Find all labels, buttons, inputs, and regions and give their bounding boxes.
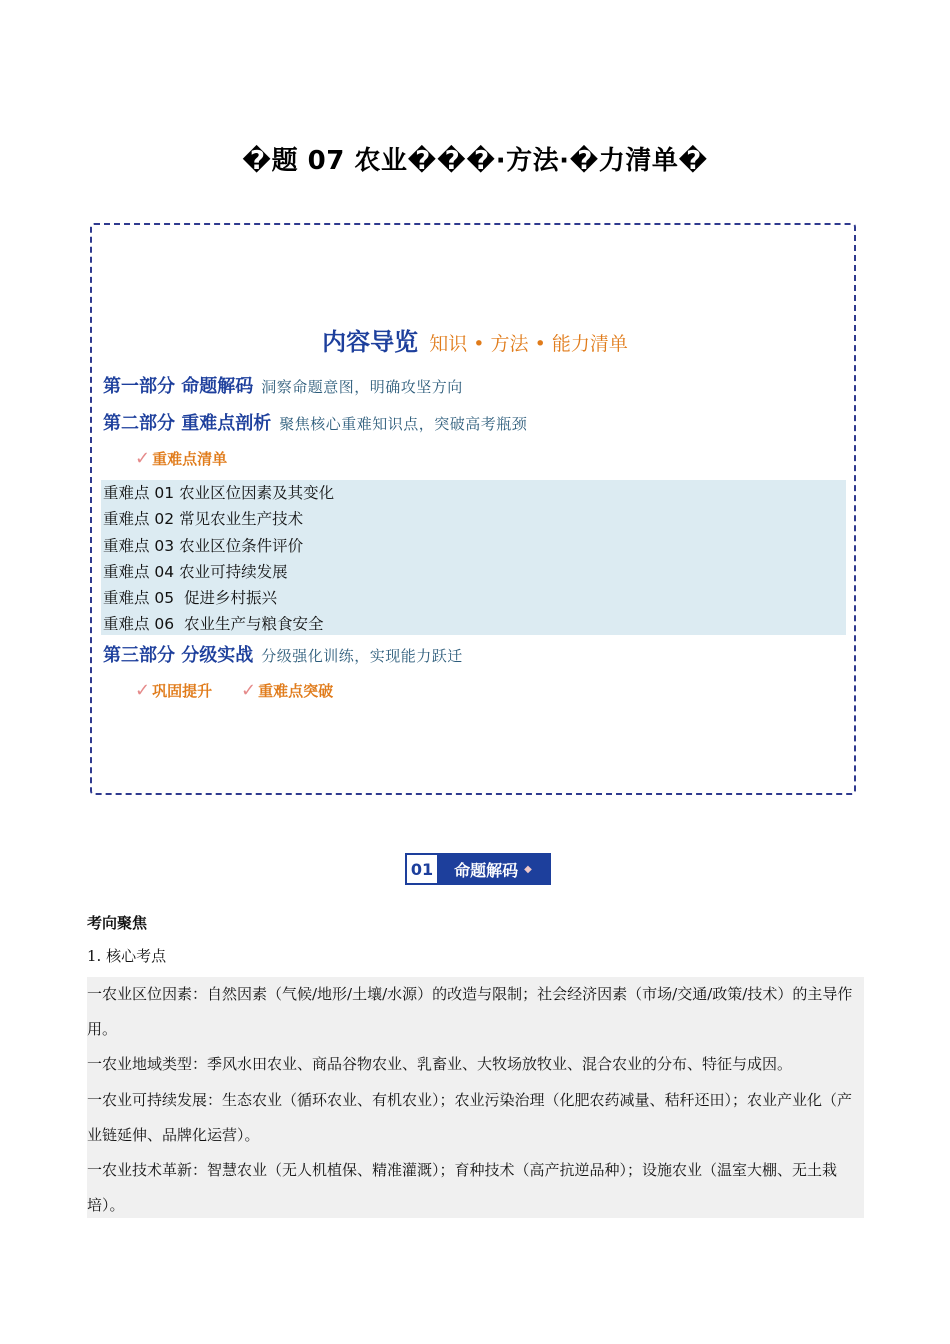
difficulty-item-04[interactable]: 重难点 04 农业可持续发展 xyxy=(103,562,288,581)
practice-tag-breakthrough-label: 重难点突破 xyxy=(258,682,334,700)
section-name xyxy=(437,855,549,883)
difficulty-list xyxy=(101,480,846,635)
part-1-row[interactable] xyxy=(103,372,463,398)
difficulty-item-06[interactable]: 重难点 06 农业生产与粮食安全 xyxy=(103,615,324,634)
check-icon: ✓ xyxy=(135,448,151,469)
section-01-banner xyxy=(405,853,551,885)
difficulty-item-03[interactable]: 重难点 03 农业区位条件评价 xyxy=(103,536,304,555)
difficulty-item-02[interactable]: 重难点 02 常见农业生产技术 xyxy=(103,510,304,529)
core-point: 一农业地域类型：季风水田农业、商品谷物农业、乳畜业、大牧场放牧业、混合农业的分布、特征与成因。 xyxy=(87,1055,793,1074)
part-2-desc: 聚焦核心重难知识点，突破高考瓶颈 xyxy=(279,415,528,433)
guide-heading-sub: 知识 • 方法 • 能力清单 xyxy=(429,333,628,355)
diamond-icon: ◆ xyxy=(524,863,532,875)
document-title: �题 07 农业���·方法·�力清单� xyxy=(242,146,708,176)
part-3-desc: 分级强化训练，实现能力跃迁 xyxy=(261,647,463,665)
difficulty-list-tag[interactable] xyxy=(135,448,227,469)
part-1-desc: 洞察命题意图，明确攻坚方向 xyxy=(261,378,463,396)
section-number: 01 xyxy=(407,855,437,883)
core-points-block xyxy=(87,977,864,1218)
part-3-row[interactable] xyxy=(103,641,463,667)
core-points-label: 1. 核心考点 xyxy=(87,947,167,965)
section-name-label: 命题解码 xyxy=(454,860,519,880)
part-2-row[interactable] xyxy=(103,409,527,435)
core-point: 一农业区位因素：自然因素（气候/地形/土壤/水源）的改造与限制；社会经济因素（市场/交通/政策/技术）的主导作用。 xyxy=(87,985,853,1039)
guide-heading-main: 内容导览 xyxy=(322,328,419,356)
part-3-label: 第三部分 分级实战 xyxy=(103,645,254,666)
difficulty-list-tag-label: 重难点清单 xyxy=(152,450,228,468)
practice-tag-consolidate-label: 巩固提升 xyxy=(152,682,213,700)
difficulty-item-05[interactable]: 重难点 05 促进乡村振兴 xyxy=(103,589,278,608)
part-1-label: 第一部分 命题解码 xyxy=(103,376,254,397)
difficulty-item-01[interactable]: 重难点 01 农业区位因素及其变化 xyxy=(103,484,335,502)
practice-tag-breakthrough[interactable] xyxy=(241,680,333,701)
guide-heading xyxy=(0,322,950,357)
part-2-label: 第二部分 重难点剖析 xyxy=(103,413,272,434)
check-icon: ✓ xyxy=(241,680,257,701)
check-icon: ✓ xyxy=(135,680,151,701)
practice-tag-consolidate[interactable] xyxy=(135,680,212,701)
focus-heading: 考向聚焦 xyxy=(87,914,148,932)
core-point: 一农业技术革新：智慧农业（无人机植保、精准灌溉）；育种技术（高产抗逆品种）；设施农业（温室大棚、无土栽培）。 xyxy=(87,1161,838,1215)
core-point: 一农业可持续发展：生态农业（循环农业、有机农业）；农业污染治理（化肥农药减量、秸秆还田）；农业产业化（产业链延伸、品牌化运营）。 xyxy=(87,1090,853,1144)
